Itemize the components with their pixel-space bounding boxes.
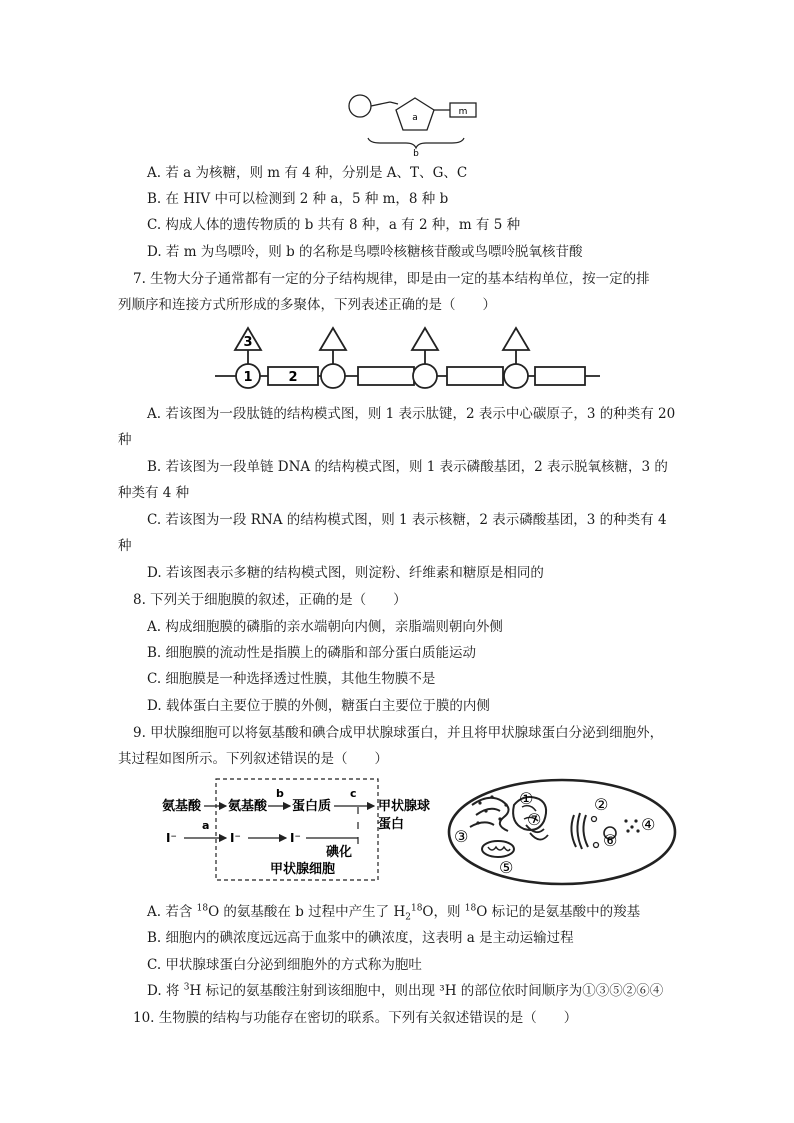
- thyroglobulin-line1: 甲状腺球: [378, 799, 431, 814]
- golgi: [571, 813, 588, 849]
- q7-option-b-line1: B. 若该图为一段单链 DNA 的结构模式图，则 1 表示磷酸基团，2 表示脱氧核糖，3 的: [147, 459, 668, 475]
- thyroid-cell-label: 甲状腺细胞: [270, 862, 336, 877]
- protein-label: 蛋白质: [292, 799, 332, 814]
- q7-option-c-line2: 种: [118, 538, 132, 554]
- label-3: 3: [243, 335, 253, 350]
- q8-stem: 8. 下列关于细胞膜的叙述，正确的是（ ）: [133, 592, 407, 608]
- q7-option-a-line2: 种: [118, 432, 132, 448]
- amino-acid-outside: 氨基酸: [162, 799, 202, 814]
- brace: [368, 138, 464, 148]
- q6-option-d: D. 若 m 为鸟嘌呤，则 b 的名称是鸟嘌呤核糖核苷酸或鸟嘌呤脱氧核苷酸: [147, 244, 583, 260]
- nucleotide-diagram: [340, 90, 490, 160]
- q9-option-a: A. 若含 $^{18}$O 的氨基酸在 b 过程中产生了 $H_2^{18}O$，则 $^{18}$O 标记的是氨基酸中的羧基: [147, 903, 641, 923]
- amino-acid-inside: 氨基酸: [228, 799, 268, 814]
- arrow-label-a: a: [202, 819, 210, 832]
- arrow-label-c: c: [350, 787, 357, 800]
- label-1: 1: [243, 370, 253, 385]
- label-circle-4: ④: [641, 815, 656, 834]
- sugar-label: a: [412, 113, 418, 123]
- q8-option-a: A. 构成细胞膜的磷脂的亲水端朝向内侧，亲脂端则朝向外侧: [147, 619, 503, 635]
- label-2: 2: [288, 370, 298, 385]
- q8-option-d: D. 载体蛋白主要位于膜的外侧，糖蛋白主要位于膜的内侧: [147, 698, 490, 714]
- label-circle-2: ②: [594, 795, 609, 814]
- bracket-label: b: [413, 149, 419, 159]
- q7-option-a-line1: A. 若该图为一段肽链的结构模式图，则 1 表示肽键，2 表示中心碳原子，3 的种类有 20: [147, 406, 676, 422]
- q7-option-d: D. 若该图表示多糖的结构模式图，则淀粉、纤维素和糖原是相同的: [147, 565, 544, 581]
- iodination-label: 碘化: [326, 845, 353, 860]
- q9-stem-line1: 9. 甲状腺细胞可以将氨基酸和碘合成甲状腺球蛋白，并且将甲状腺球蛋白分泌到细胞外，: [133, 725, 664, 741]
- arrow-label-b: b: [276, 787, 284, 800]
- q8-option-b: B. 细胞膜的流动性是指膜上的磷脂和部分蛋白质能运动: [147, 645, 477, 661]
- label-circle-1: ①: [519, 789, 534, 808]
- q7-option-c-line1: C. 若该图为一段 RNA 的结构模式图，则 1 表示核糖，2 表示磷酸基团，3 的种类有 4: [147, 512, 667, 528]
- base-label: m: [458, 107, 468, 117]
- thyroglobulin-flow-diagram: [160, 774, 445, 886]
- q9-option-d: D. 将 $^3$H 标记的氨基酸注射到该细胞中，则出现 ³H 的部位依时间顺序为①③⑤②⑥④: [147, 982, 664, 999]
- q7-stem-line2: 列顺序和连接方式所形成的多聚体，下列表述正确的是（ ）: [118, 297, 496, 313]
- q7-stem-line1: 7. 生物大分子通常都有一定的分子结构规律，即是由一定的基本结构单位，按一定的排: [133, 271, 650, 287]
- label-circle-5: ⑤: [499, 858, 514, 877]
- thyroid-cell-organelle-diagram: [444, 775, 694, 895]
- label-circle-3: ③: [454, 827, 469, 846]
- q6-option-c: C. 构成人体的遗传物质的 b 共有 8 种，a 有 2 种，m 有 5 种: [147, 217, 521, 233]
- q10-stem: 10. 生物膜的结构与功能存在密切的联系。下列有关叙述错误的是（ ）: [133, 1010, 578, 1026]
- polymer-chain-diagram: [215, 324, 605, 394]
- phosphate-circle: [349, 95, 371, 117]
- iodide-inside: I⁻: [230, 831, 241, 845]
- label-circle-7: ⑦: [527, 810, 542, 829]
- q9-option-b: B. 细胞内的碘浓度远远高于血浆中的碘浓度，这表明 a 是主动运输过程: [147, 930, 574, 946]
- iodide-inside-2: I⁻: [290, 831, 301, 845]
- label-circle-6: ⑥: [603, 831, 618, 850]
- q9-stem-line2: 其过程如图所示。下列叙述错误的是（ ）: [118, 751, 388, 767]
- iodide-outside: I⁻: [166, 831, 177, 845]
- rough-er: [470, 798, 509, 831]
- q6-option-b: B. 在 HIV 中可以检测到 2 种 a，5 种 m，8 种 b: [147, 191, 449, 207]
- q7-option-b-line2: 种类有 4 种: [118, 485, 190, 501]
- q8-option-c: C. 细胞膜是一种选择透过性膜，其他生物膜不是: [147, 671, 436, 687]
- thyroglobulin-line2: 蛋白: [378, 817, 405, 832]
- q9-option-c: C. 甲状腺球蛋白分泌到细胞外的方式称为胞吐: [147, 957, 422, 973]
- q6-option-a: A. 若 a 为核糖，则 m 有 4 种，分别是 A、T、G、C: [147, 165, 468, 181]
